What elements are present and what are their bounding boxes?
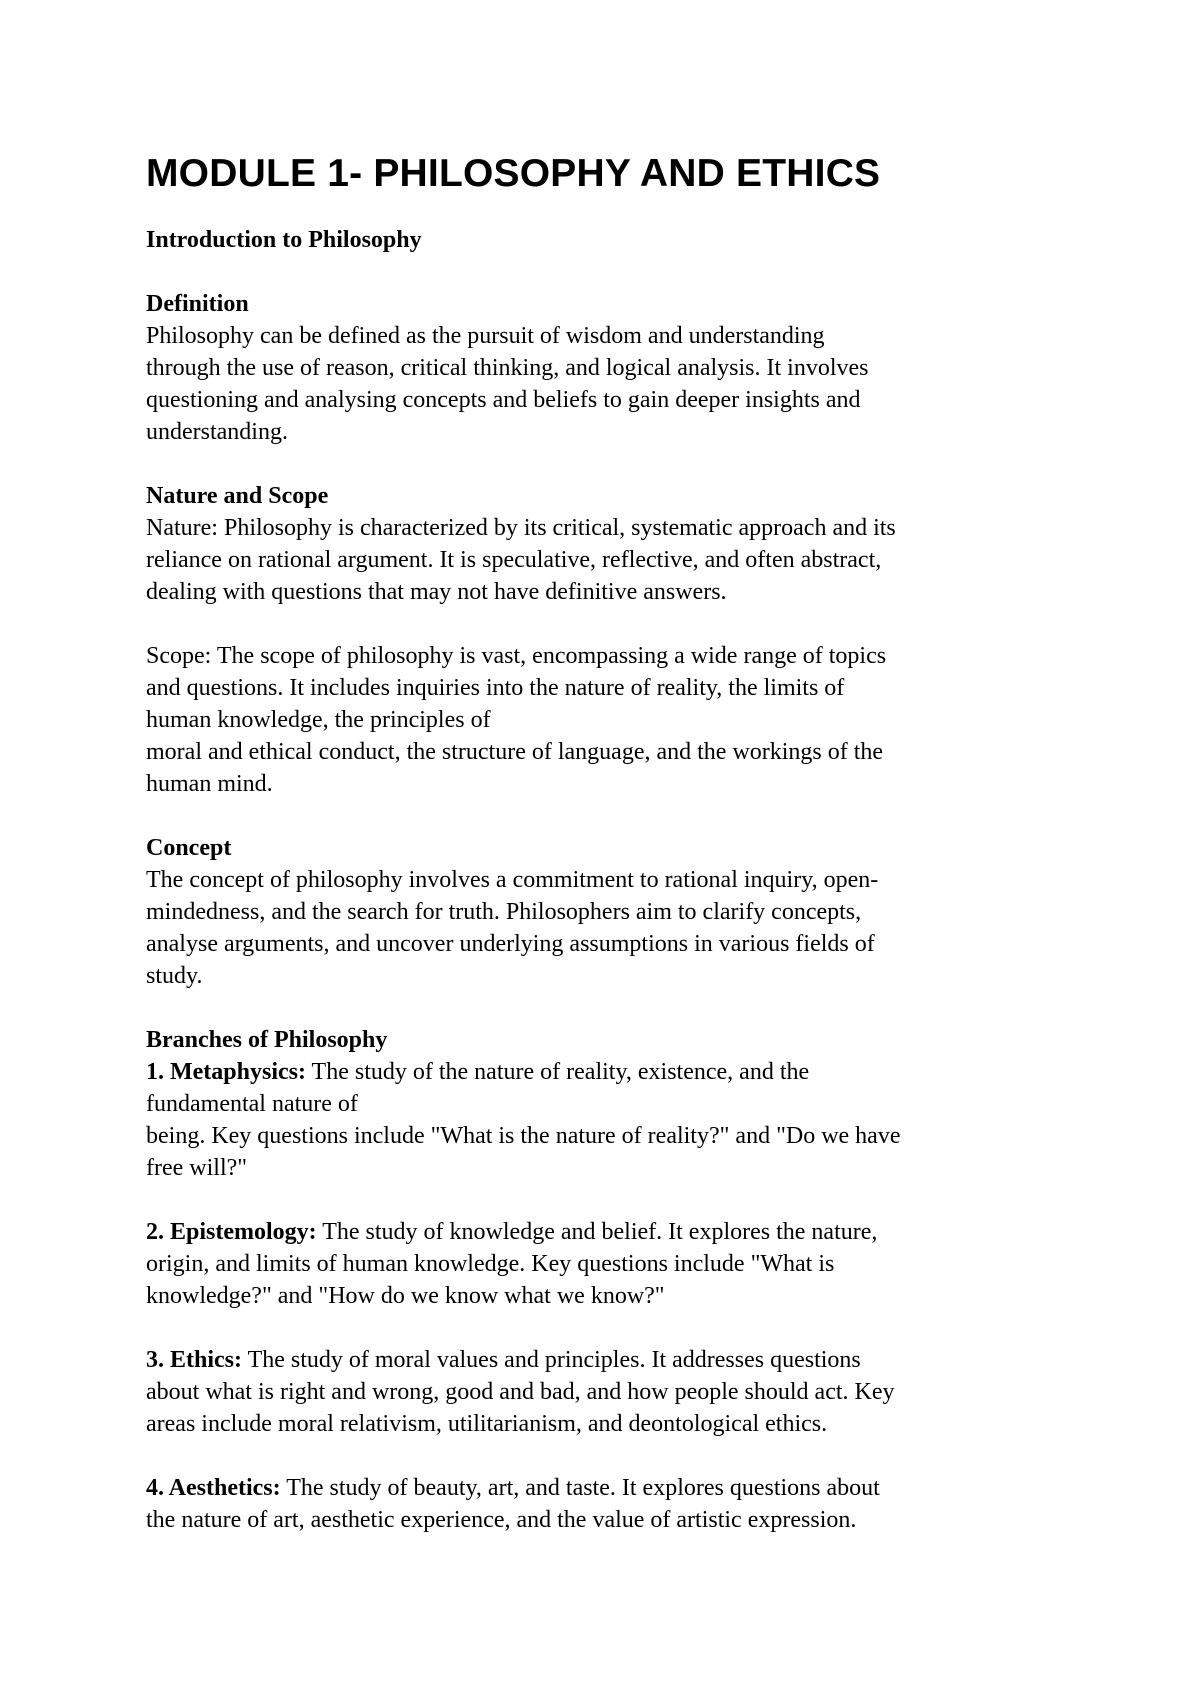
metaphysics-text: The study of the nature of reality, existence, and the (305, 1059, 810, 1085)
definition-heading: Definition (146, 291, 249, 317)
spacer (146, 1312, 1076, 1344)
spacer (146, 992, 1076, 1024)
concept-line: The concept of philosophy involves a commitment to rational inquiry, open- (146, 867, 879, 893)
epistemology-first-line (146, 1216, 1076, 1248)
concept-heading: Concept (146, 835, 232, 861)
nature-line: Nature: Philosophy is characterized by its critical, systematic approach and its (146, 515, 896, 541)
epistemology-line: origin, and limits of human knowledge. Key questions include "What is (146, 1251, 835, 1277)
concept-line: mindedness, and the search for truth. Philosophers aim to clarify concepts, (146, 899, 862, 925)
epistemology-label: 2. Epistemology: (146, 1219, 317, 1245)
metaphysics-line: free will?" (146, 1155, 248, 1181)
aesthetics-text: The study of beauty, art, and taste. It explores questions about (280, 1475, 880, 1501)
aesthetics-label: 4. Aesthetics: (146, 1475, 281, 1501)
scope-line: human mind. (146, 771, 273, 797)
spacer (146, 448, 1076, 480)
scope-line: human knowledge, the principles of (146, 707, 491, 733)
spacer (146, 1184, 1076, 1216)
metaphysics-line: being. Key questions include "What is the nature of reality?" and "Do we have (146, 1123, 901, 1149)
intro-heading: Introduction to Philosophy (146, 227, 422, 253)
spacer (146, 608, 1076, 640)
spacer (146, 1440, 1076, 1472)
ethics-line: about what is right and wrong, good and bad, and how people should act. Key (146, 1379, 895, 1405)
metaphysics-label: 1. Metaphysics: (146, 1059, 306, 1085)
concept-line: study. (146, 963, 203, 989)
nature-scope-heading: Nature and Scope (146, 483, 329, 509)
ethics-line: areas include moral relativism, utilitarianism, and deontological ethics. (146, 1411, 828, 1437)
module-title: MODULE 1- PHILOSOPHY AND ETHICS (146, 152, 881, 195)
metaphysics-first-line (146, 1056, 1076, 1088)
aesthetics-line: the nature of art, aesthetic experience, and the value of artistic expression. (146, 1507, 857, 1533)
spacer (146, 256, 1076, 288)
nature-line: dealing with questions that may not have definitive answers. (146, 579, 727, 605)
aesthetics-first-line (146, 1472, 1076, 1504)
document-page (146, 150, 1076, 1536)
scope-line: and questions. It includes inquiries into the nature of reality, the limits of (146, 675, 845, 701)
definition-line: understanding. (146, 419, 288, 445)
definition-line: through the use of reason, critical thinking, and logical analysis. It involves (146, 355, 869, 381)
epistemology-line: knowledge?" and "How do we know what we know?" (146, 1283, 665, 1309)
ethics-label: 3. Ethics: (146, 1347, 242, 1373)
definition-line: Philosophy can be defined as the pursuit of wisdom and understanding (146, 323, 825, 349)
scope-line: moral and ethical conduct, the structure of language, and the workings of the (146, 739, 884, 765)
ethics-text: The study of moral values and principles. It addresses questions (242, 1347, 861, 1373)
definition-line: questioning and analysing concepts and beliefs to gain deeper insights and (146, 387, 861, 413)
branches-heading: Branches of Philosophy (146, 1027, 388, 1053)
scope-line: Scope: The scope of philosophy is vast, encompassing a wide range of topics (146, 643, 887, 669)
epistemology-text: The study of knowledge and belief. It explores the nature, (316, 1219, 878, 1245)
metaphysics-line: fundamental nature of (146, 1091, 358, 1117)
ethics-first-line (146, 1344, 1076, 1376)
concept-line: analyse arguments, and uncover underlying assumptions in various fields of (146, 931, 875, 957)
spacer (146, 800, 1076, 832)
nature-line: reliance on rational argument. It is speculative, reflective, and often abstract, (146, 547, 882, 573)
